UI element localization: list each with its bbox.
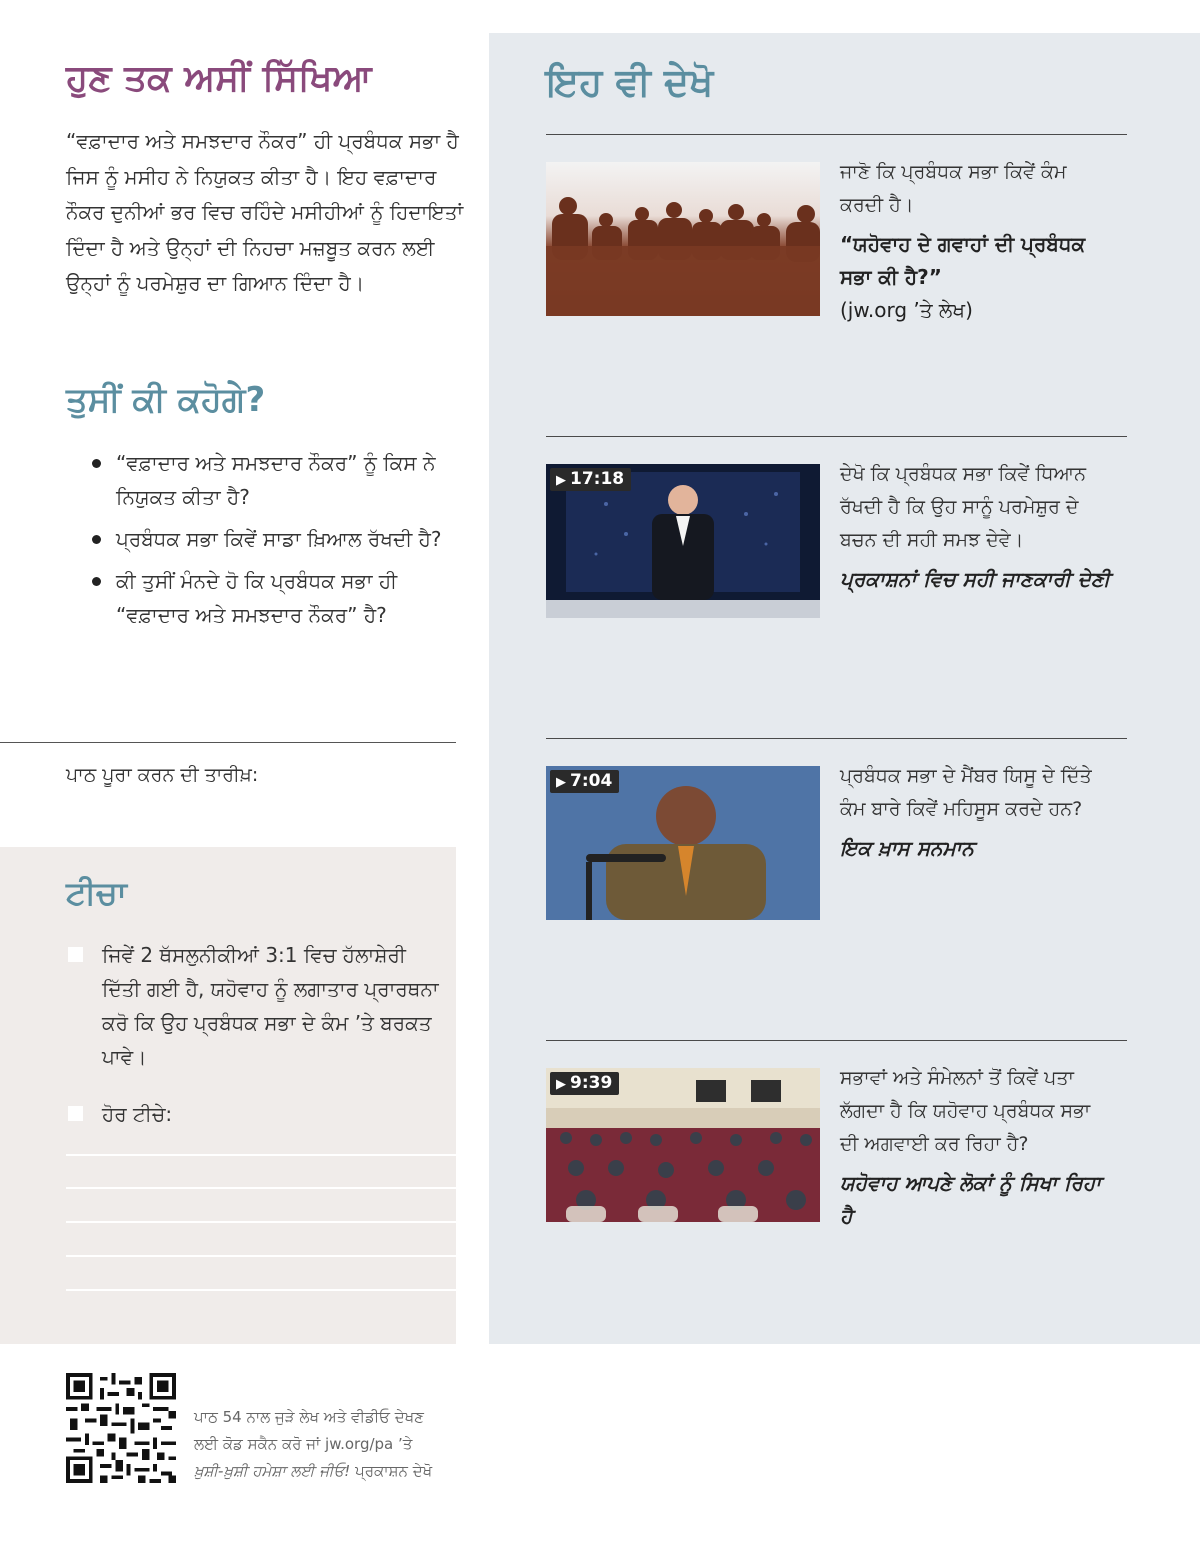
explore-item (840, 1062, 1110, 1233)
explore-item-text: ਪ੍ਰਬੰਧਕ ਸਭਾ ਦੇ ਮੈਂਬਰ ਯਿਸੂ ਦੇ ਦਿੱਤੇ ਕੰਮ ਬਾਰੇ ਕਿਵੇਂ ਮਹਿਸੂਸ ਕਰਦੇ ਹਨ? (840, 765, 1092, 820)
duration-badge (550, 1072, 619, 1095)
explore-item (840, 458, 1110, 596)
review-question (88, 522, 448, 556)
writing-line[interactable] (66, 1221, 456, 1223)
checkbox-icon[interactable] (68, 947, 83, 962)
duration-badge (550, 468, 631, 491)
summary-title: ਹੁਣ ਤਕ ਅਸੀਂ ਸਿੱਖਿਆ (66, 58, 372, 99)
writing-line[interactable] (66, 1187, 456, 1189)
footer-line-end: ਪ੍ਰਕਾਸ਼ਨ ਦੇਖੋ (350, 1462, 433, 1480)
video-link[interactable]: ਇਕ ਖ਼ਾਸ ਸਨਮਾਨ (840, 836, 974, 860)
explore-item (840, 156, 1110, 327)
explore-item-text: ਦੇਖੋ ਕਿ ਪ੍ਰਬੰਧਕ ਸਭਾ ਕਿਵੇਂ ਧਿਆਨ ਰੱਖਦੀ ਹੈ ਕਿ ਉਹ ਸਾਨੂੰ ਪਰਮੇਸ਼ੁਰ ਦੇ ਬਚਨ ਦੀ ਸਹੀ ਸਮਝ ਦੇਵੇ। (840, 463, 1087, 551)
divider (546, 134, 1127, 135)
video-thumbnail[interactable] (546, 1068, 820, 1222)
footer-line: ਲਈ ਕੋਡ ਸਕੈਨ ਕਰੋ ਜਾਂ jw.org/pa ’ਤੇ (194, 1435, 413, 1453)
summary-body: “ਵਫ਼ਾਦਾਰ ਅਤੇ ਸਮਝਦਾਰ ਨੌਕਰ” ਹੀ ਪ੍ਰਬੰਧਕ ਸਭਾ ਹੈ ਜਿਸ ਨੂੰ ਮਸੀਹ ਨੇ ਨਿਯੁਕਤ ਕੀਤਾ ਹੈ। ਇਹ ਵਫ਼ਾਦਾਰ ਨੌਕਰ ਦੁਨੀਆਂ ਭਰ ਵਿਚ ਰਹਿੰਦੇ ਮਸੀਹੀਆਂ ਨੂੰ ਹਿਦਾਇਤਾਂ ਦਿੰਦਾ ਹੈ ਅਤੇ ਉਨ੍ਹਾਂ ਦੀ ਨਿਹਚਾ ਮਜ਼ਬੂਤ ਕਰਨ ਲਈ ਉਨ੍ਹਾਂ ਨੂੰ ਪਰਮੇਸ਼ੁਰ ਦਾ ਗਿਆਨ ਦਿੰਦਾ ਹੈ। (66, 129, 464, 296)
play-icon: ▶ (556, 1077, 566, 1092)
video-thumbnail[interactable] (546, 766, 820, 920)
video-thumbnail[interactable] (546, 464, 820, 618)
review-question-text: ਕੀ ਤੁਸੀਂ ਮੰਨਦੇ ਹੋ ਕਿ ਪ੍ਰਬੰਧਕ ਸਭਾ ਹੀ “ਵਫ਼ਾਦਾਰ ਅਤੇ ਸਮਝਦਾਰ ਨੌਕਰ” ਹੈ? (116, 569, 398, 627)
divider (0, 742, 456, 743)
footer-line: ਪਾਠ 54 ਨਾਲ ਜੁੜੇ ਲੇਖ ਅਤੇ ਵੀਡੀਓ ਦੇਖਣ (194, 1408, 424, 1426)
divider (546, 1040, 1127, 1041)
writing-line[interactable] (66, 1289, 456, 1291)
goal-item (68, 938, 438, 1074)
article-source-note: (jw.org ’ਤੇ ਲੇਖ) (840, 298, 973, 322)
publication-title[interactable]: ਖ਼ੁਸ਼ੀ-ਖ਼ੁਸ਼ੀ ਹਮੇਸ਼ਾ ਲਈ ਜੀਓ! (194, 1462, 351, 1480)
review-title: ਤੁਸੀਂ ਕੀ ਕਹੋਗੇ? (66, 380, 266, 420)
video-link[interactable]: ਯਹੋਵਾਹ ਆਪਣੇ ਲੋਕਾਂ ਨੂੰ ਸਿਖਾ ਰਿਹਾ ਹੈ (840, 1171, 1101, 1228)
divider (546, 738, 1127, 739)
article-thumbnail[interactable] (546, 162, 820, 316)
writing-line[interactable] (66, 1255, 456, 1257)
goal-text: ਜਿਵੇਂ 2 ਥੱਸਲੁਨੀਕੀਆਂ 3:1 ਵਿਚ ਹੱਲਾਸ਼ੇਰੀ ਦਿੱਤੀ ਗਈ ਹੈ, ਯਹੋਵਾਹ ਨੂੰ ਲਗਾਤਾਰ ਪ੍ਰਾਰਥਨਾ ਕਰੋ ਕਿ ਉਹ ਪ੍ਰਬੰਧਕ ਸਭਾ ਦੇ ਕੰਮ ’ਤੇ ਬਰਕਤ ਪਾਵੇ। (102, 943, 439, 1069)
qr-code-icon[interactable] (66, 1373, 176, 1483)
review-question-text: ਪ੍ਰਬੰਧਕ ਸਭਾ ਕਿਵੇਂ ਸਾਡਾ ਖ਼ਿਆਲ ਰੱਖਦੀ ਹੈ? (116, 527, 442, 551)
footer-line (194, 1458, 514, 1485)
explore-item (840, 760, 1110, 865)
duration-badge (550, 770, 619, 793)
bullet-icon (92, 459, 101, 468)
bullet-icon (92, 577, 101, 586)
duration-text: 7:04 (570, 771, 613, 791)
explore-title: ਇਹ ਵੀ ਦੇਖੋ (546, 60, 714, 104)
duration-text: 9:39 (570, 1073, 613, 1093)
play-icon: ▶ (556, 775, 566, 790)
video-link[interactable]: ਪ੍ਰਕਾਸ਼ਨਾਂ ਵਿਚ ਸਹੀ ਜਾਣਕਾਰੀ ਦੇਣੀ (840, 567, 1110, 591)
play-icon: ▶ (556, 473, 566, 488)
goals-title: ਟੀਚਾ (66, 874, 127, 912)
bullet-icon (92, 535, 101, 544)
review-question-text: “ਵਫ਼ਾਦਾਰ ਅਤੇ ਸਮਝਦਾਰ ਨੌਕਰ” ਨੂੰ ਕਿਸ ਨੇ ਨਿਯੁਕਤ ਕੀਤਾ ਹੈ? (116, 451, 436, 509)
goals-panel (0, 847, 456, 1344)
article-link[interactable]: “ਯਹੋਵਾਹ ਦੇ ਗਵਾਹਾਂ ਦੀ ਪ੍ਰਬੰਧਕ ਸਭਾ ਕੀ ਹੈ?” (840, 232, 1086, 289)
review-questions (88, 446, 448, 640)
writing-line[interactable] (66, 1154, 456, 1156)
governing-body-silhouette-image (546, 162, 820, 316)
explore-item-text: ਸਭਾਵਾਂ ਅਤੇ ਸੰਮੇਲਨਾਂ ਤੋਂ ਕਿਵੇਂ ਪਤਾ ਲੱਗਦਾ ਹੈ ਕਿ ਯਹੋਵਾਹ ਪ੍ਰਬੰਧਕ ਸਭਾ ਦੀ ਅਗਵਾਈ ਕਰ ਰਿਹਾ ਹੈ? (840, 1067, 1091, 1155)
explore-item-text: ਜਾਣੋ ਕਿ ਪ੍ਰਬੰਧਕ ਸਭਾ ਕਿਵੇਂ ਕੰਮ ਕਰਦੀ ਹੈ। (840, 161, 1067, 216)
completion-date-label: ਪਾਠ ਪੂਰਾ ਕਰਨ ਦੀ ਤਾਰੀਖ਼: (66, 764, 259, 786)
footer-note (194, 1404, 514, 1485)
review-question (88, 564, 448, 632)
divider (546, 436, 1127, 437)
review-question (88, 446, 448, 514)
goal-text: ਹੋਰ ਟੀਚੇ: (102, 1102, 173, 1126)
checkbox-icon[interactable] (68, 1106, 83, 1121)
duration-text: 17:18 (570, 469, 625, 489)
goal-item (68, 1097, 438, 1131)
